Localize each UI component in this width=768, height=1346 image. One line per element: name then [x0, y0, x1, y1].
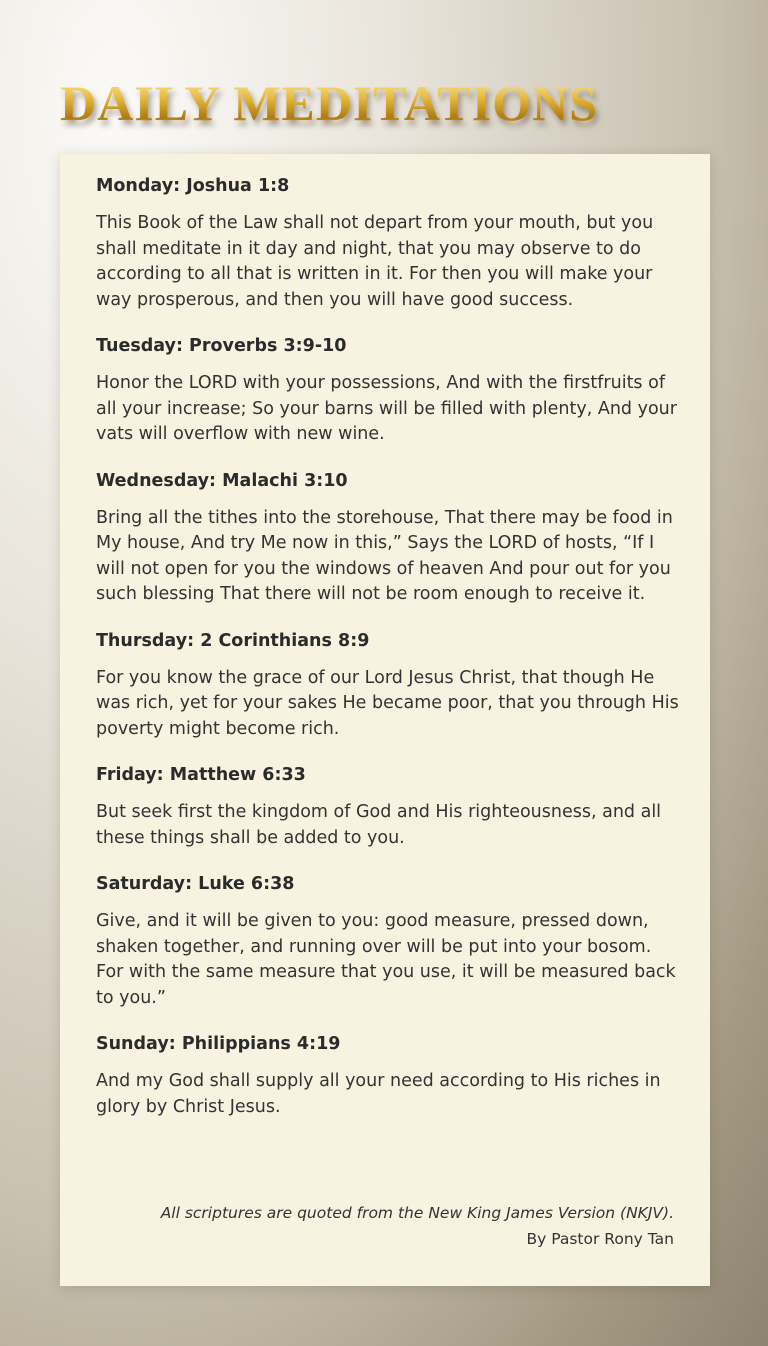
entry-monday [96, 174, 684, 313]
entry-tuesday [96, 334, 684, 448]
entries-list [96, 174, 684, 1141]
entry-verse: And my God shall supply all your need according to His riches in glory by Christ Jesus. [96, 1071, 661, 1117]
entry-heading: Wednesday: Malachi 3:10 [96, 470, 348, 491]
meditations-card [60, 154, 710, 1286]
entry-thursday [96, 629, 684, 743]
page-title: DAILY MEDITATIONS [60, 74, 680, 132]
translation-note: All scriptures are quoted from the New King James Version (NKJV). [160, 1204, 674, 1222]
entry-heading: Friday: Matthew 6:33 [96, 765, 306, 785]
entry-verse: Bring all the tithes into the storehouse, That there may be food in My house, And try Me now in this,” Says the LORD of hosts, “If I will not open for you the windows of heaven And pour out for you such blessing That there will not be room enough to receive it. [96, 507, 673, 604]
entry-verse: But seek first the kingdom of God and His righteousness, and all these things shall be added to you. [96, 802, 662, 848]
entry-saturday [96, 872, 684, 1011]
entry-heading: Saturday: Luke 6:38 [96, 874, 295, 894]
entry-verse: Honor the LORD with your possessions, And with the firstfruits of all your increase; So your barns will be filled with plenty, And your vats will overflow with new wine. [96, 373, 677, 444]
author-credit: By Pastor Rony Tan [526, 1230, 674, 1248]
entry-sunday [96, 1032, 684, 1120]
entry-heading: Sunday: Philippians 4:19 [96, 1034, 341, 1054]
entry-heading: Monday: Joshua 1:8 [96, 176, 290, 196]
entry-verse: For you know the grace of our Lord Jesus Christ, that though He was rich, yet for your sakes He became poor, that you through His poverty might become rich. [96, 667, 679, 739]
entry-verse: This Book of the Law shall not depart from your mouth, but you shall meditate in it day and night, that you may observe to do according to all that is written in it. For then you will make your way prosperous, and then you will have good success. [96, 213, 654, 310]
entry-wednesday [96, 469, 684, 608]
entry-friday [96, 763, 684, 851]
footer [96, 1200, 674, 1252]
entry-heading: Tuesday: Proverbs 3:9-10 [96, 336, 347, 356]
entry-heading: Thursday: 2 Corinthians 8:9 [96, 630, 370, 651]
entry-verse: Give, and it will be given to you: good measure, pressed down, shaken together, and running over will be put into your bosom. For with the same measure that you use, it will be measured back to you.” [96, 911, 676, 1008]
